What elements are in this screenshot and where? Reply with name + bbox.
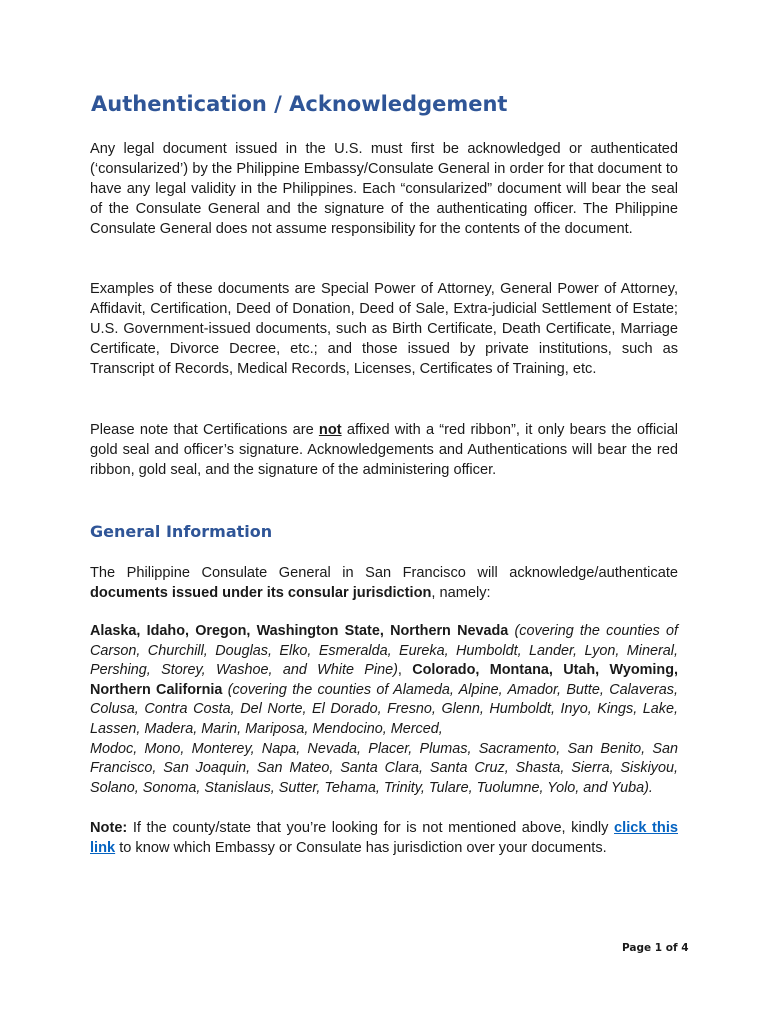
intro-paragraph: Any legal document issued in the U.S. must first be acknowledged or authenticated (‘consularized’) by the Philippine Embassy/Consulate General in order for that document to have any legal validity in the Philippines. Each “consularized” document will bear the seal of the Consulate General and the signature of the authenticating officer. The Philippine Consulate General does not assume responsibility for the contents of the document.: [90, 141, 678, 237]
click-this-link[interactable]: click this link: [90, 820, 678, 856]
states-group-1: Alaska, Idaho, Oregon, Washington State, Northern Nevada: [90, 623, 509, 639]
jurisdiction-intro-end: , namely:: [431, 585, 491, 601]
jurisdiction-intro-start: The Philippine Consulate General in San Francisco will acknowledge/authenticate: [90, 565, 678, 581]
counties-group-2a: (covering the counties of Alameda, Alpine, Amador, Butte, Calaveras, Colusa, Contra Costa, Del Norte, El Dorado, Fresno, Glenn, Humboldt, Inyo, Kings, Lake, Lassen, Madera, Marin, Mariposa, Mendocino, Merced,: [90, 681, 678, 737]
note-paragraph: [90, 818, 678, 858]
certification-note-paragraph: [90, 420, 678, 480]
certification-note-start: Please note that Certifications are: [90, 422, 319, 438]
jurisdiction-intro-bold: documents issued under its consular jurisdiction: [90, 585, 432, 601]
jurisdiction-intro-paragraph: [90, 563, 678, 603]
page-title: Authentication / Acknowledgement: [91, 92, 508, 116]
examples-paragraph: Examples of these documents are Special Power of Attorney, General Power of Attorney, Affidavit, Certification, Deed of Donation, Deed of Sale, Extra-judicial Settlement of Estate; U.S. Government-issued documents, such as Birth Certificate, Death Certificate, Marriage Certificate, Divorce Decree, etc.; and those issued by private institutions, such as Transcript of Records, Medical Records, Licenses, Certificates of Training, etc.: [90, 281, 678, 377]
note-text-end: to know which Embassy or Consulate has jurisdiction over your documents.: [115, 840, 607, 856]
page-number: Page 1 of 4: [622, 942, 689, 954]
states-separator: ,: [397, 662, 413, 679]
note-text-start: If the county/state that you’re looking for is not mentioned above, kindly: [127, 820, 615, 836]
certification-note-end: affixed with a “red ribbon”, it only bears the official gold seal and officer’s signature. Acknowledgements and Authentications will bear the red ribbon, gold seal, and the signature of the administering officer.: [90, 422, 678, 478]
not-emphasis: not: [318, 422, 342, 438]
jurisdiction-list-paragraph: [90, 622, 678, 798]
states-group-2: Colorado, Montana, Utah, Wyoming, Northern California: [90, 662, 678, 698]
section-heading-general-information: General Information: [90, 522, 273, 541]
note-label: Note:: [90, 820, 128, 836]
counties-group-2b: Modoc, Mono, Monterey, Napa, Nevada, Placer, Plumas, Sacramento, San Benito, San Francisco, San Joaquin, San Mateo, Santa Clara, Santa Cruz, Shasta, Sierra, Siskiyou, Solano, Sonoma, Stanislaus, Sutter, Tehama, Trinity, Tulare, Tuolumne, Yolo, and Yuba).: [90, 740, 678, 796]
counties-group-1: (covering the counties of Carson, Churchill, Douglas, Elko, Esmeralda, Eureka, Humboldt, Lander, Lyon, Mineral, Pershing, Storey, Washoe, and White Pine): [90, 623, 678, 679]
